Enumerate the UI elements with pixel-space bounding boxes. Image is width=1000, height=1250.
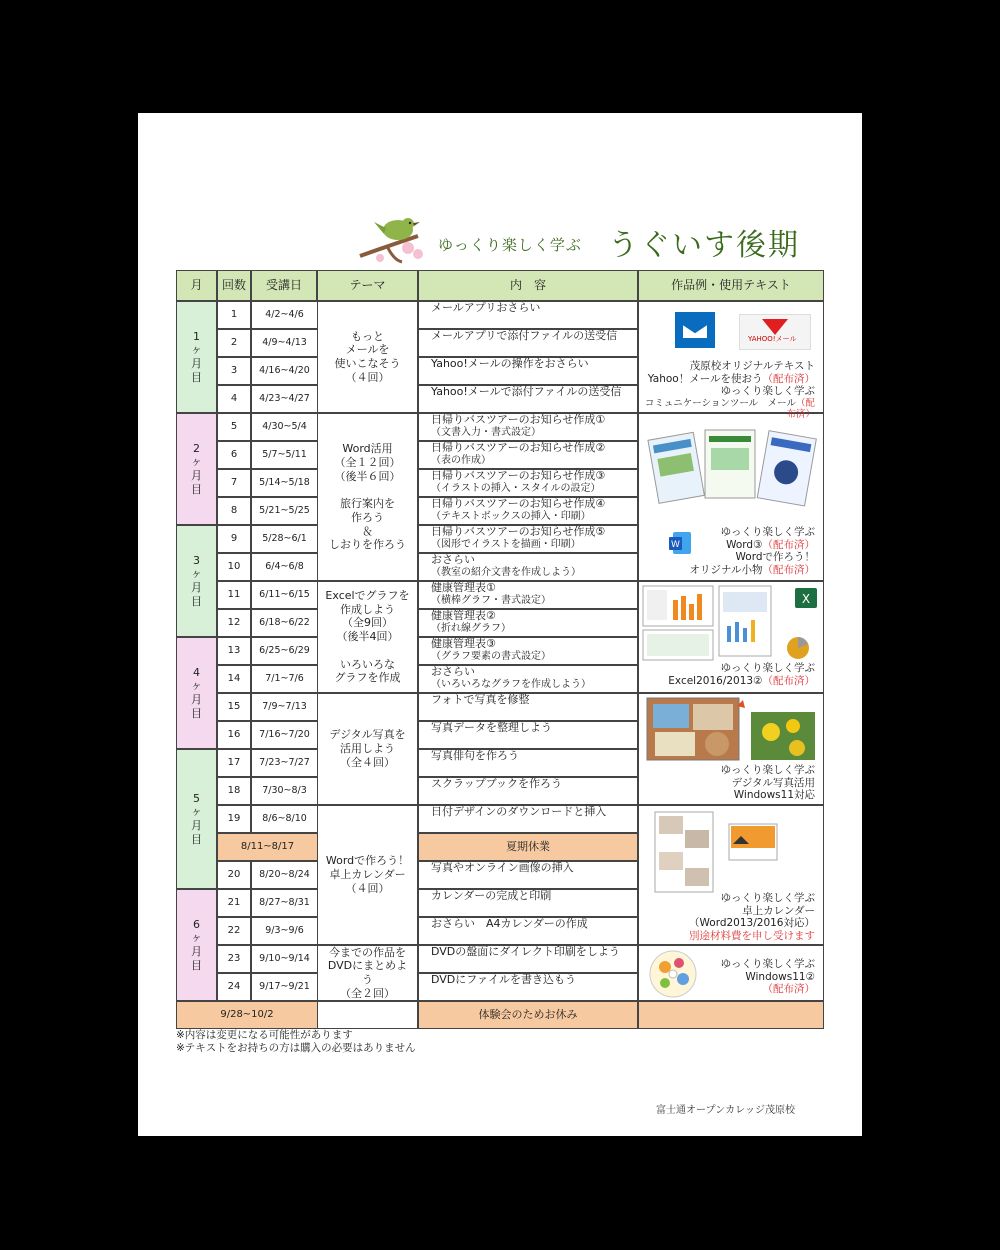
content-subtitle: （グラフ要素の書式設定） <box>431 650 551 662</box>
month-3 <box>176 525 217 637</box>
page-title: うぐいす後期 <box>608 228 800 263</box>
yahoo-mail-logo <box>739 314 811 350</box>
month-label: 4 <box>193 665 200 679</box>
month-label: 目 <box>191 370 202 384</box>
month-label: 月 <box>191 581 202 594</box>
session-number: 9 <box>217 525 251 553</box>
content-title: 夏期休業 <box>506 839 550 853</box>
content-cell <box>418 777 638 805</box>
session-number: 14 <box>217 665 251 693</box>
content-cell <box>418 497 638 525</box>
session-number: 24 <box>217 973 251 1001</box>
sample-line: ゆっくり楽しく学ぶ <box>720 764 815 776</box>
content-cell <box>418 301 638 329</box>
content-cell <box>418 581 638 609</box>
col-header-content: 内 容 <box>418 270 638 301</box>
month-label: ヶ <box>191 567 202 581</box>
session-date: 8/6~8/10 <box>251 805 318 833</box>
theme-mail: もっと メールを 使いこなそう （４回） <box>317 301 418 413</box>
content-cell <box>418 665 638 693</box>
content-cell <box>418 805 638 833</box>
content-cell <box>418 693 638 721</box>
content-title: おさらい <box>431 665 475 678</box>
footnotes <box>176 1029 416 1055</box>
content-title: 写真データを整理しよう <box>431 721 552 734</box>
session-date: 4/30~5/4 <box>251 413 318 441</box>
content-cell <box>418 329 638 357</box>
content-title: 日帰りバスツアーのお知らせ作成⑤ <box>431 525 606 538</box>
sample-word-text <box>690 526 815 576</box>
month-1 <box>176 301 217 413</box>
content-subtitle: （折れ線グラフ） <box>431 622 511 634</box>
content-title: メールアプリおさらい <box>431 301 541 314</box>
theme-dvd: 今までの作品を DVDにまとめよ う （全２回） <box>317 945 418 1001</box>
session-date: 8/20~8/24 <box>251 861 318 889</box>
sample-excel-text <box>668 662 815 687</box>
col-header-theme: テーマ <box>317 270 418 301</box>
session-date: 9/17~9/21 <box>251 973 318 1001</box>
content-subtitle: （イラストの挿入・スタイルの設定） <box>431 482 601 494</box>
session-date: 6/11~6/15 <box>251 581 318 609</box>
month-5 <box>176 749 217 889</box>
session-date: 5/14~5/18 <box>251 469 318 497</box>
session-date: 5/21~5/25 <box>251 497 318 525</box>
session-date: 7/23~7/27 <box>251 749 318 777</box>
month-label: ヶ <box>191 931 202 945</box>
session-date: 5/28~6/1 <box>251 525 318 553</box>
sample-line: Excel2016/2013② <box>668 674 763 687</box>
month-label: 1 <box>193 329 200 343</box>
theme-photo: デジタル写真を 活用しよう （全４回） <box>317 693 418 805</box>
content-cell <box>418 917 638 945</box>
content-cell <box>418 357 638 385</box>
session-date: 4/16~4/20 <box>251 357 318 385</box>
page <box>138 113 862 1136</box>
sample-line: ゆっくり楽しく学ぶ <box>720 662 815 674</box>
break-date-summer: 8/11~8/17 <box>217 833 318 861</box>
sample-line: Wordで作ろう！ <box>735 551 815 564</box>
session-date: 4/2~4/6 <box>251 301 318 329</box>
content-cell <box>418 553 638 581</box>
sample-photo-text <box>721 764 815 802</box>
sample-word <box>638 413 824 581</box>
month-label: ヶ <box>191 455 202 469</box>
sample-mail <box>638 301 824 421</box>
sample-line: ゆっくり楽しく学ぶ <box>720 526 815 538</box>
theme-word: Word活用 （全１２回） （後半６回） 旅行案内を 作ろう ＆ しおりを作ろう <box>317 413 418 581</box>
subtitle: ゆっくり楽しく学ぶ <box>438 236 582 254</box>
session-date: 4/23~4/27 <box>251 385 318 413</box>
sample-line: （Word2013/2016対応） <box>689 917 815 930</box>
footnote: ※テキストをお持ちの方は購入の必要はありません <box>176 1042 416 1055</box>
session-date: 7/16~7/20 <box>251 721 318 749</box>
content-title: 写真俳句を作ろう <box>431 749 519 762</box>
session-number: 19 <box>217 805 251 833</box>
content-subtitle: （横棒グラフ・書式設定） <box>431 594 551 606</box>
session-number: 6 <box>217 441 251 469</box>
session-number: 16 <box>217 721 251 749</box>
session-number: 3 <box>217 357 251 385</box>
content-title: メールアプリで添付ファイルの送受信 <box>431 329 618 342</box>
month-label: 目 <box>191 706 202 720</box>
word-sample-thumbnails <box>645 422 821 512</box>
content-cell <box>418 469 638 497</box>
content-title: 日帰りバスツアーのお知らせ作成② <box>431 441 606 454</box>
sample-line: Windows11対応 <box>733 789 815 802</box>
content-title: 健康管理表③ <box>431 637 496 650</box>
theme-calendar: Wordで作ろう！ 卓上カレンダー （４回） <box>317 805 418 945</box>
month-label: 月 <box>191 945 202 958</box>
svg-text:W: W <box>671 540 680 550</box>
content-cell <box>418 637 638 665</box>
excel-sample-thumbnails <box>643 586 821 662</box>
content-title: Yahoo!メールで添付ファイルの送受信 <box>431 385 622 398</box>
dvd-disc-icon <box>647 949 699 999</box>
month-label: 目 <box>191 594 202 608</box>
photo-sample-thumbnails <box>647 698 821 764</box>
sample-line: Word③ <box>726 538 763 551</box>
session-number: 23 <box>217 945 251 973</box>
sample-line: オリジナル小物 <box>689 563 763 576</box>
month-label: 目 <box>191 832 202 846</box>
content-title: 日帰りバスツアーのお知らせ作成④ <box>431 497 606 510</box>
session-date: 6/4~6/8 <box>251 553 318 581</box>
mail-app-icon <box>675 312 715 348</box>
month-label: 5 <box>193 791 200 805</box>
content-title: 日帰りバスツアーのお知らせ作成① <box>431 413 606 426</box>
svg-text:X: X <box>801 592 811 606</box>
month-label: 2 <box>193 441 200 455</box>
month-label: 3 <box>193 553 200 567</box>
month-label: 月 <box>191 357 202 370</box>
content-cell <box>418 385 638 413</box>
sample-line: Windows11② <box>745 970 815 983</box>
session-date: 7/30~8/3 <box>251 777 318 805</box>
sample-line: コミュニケーションツール メール <box>644 397 796 409</box>
content-title: カレンダーの完成と印刷 <box>431 889 552 902</box>
yahoo-logo-text: YAHOO!メール <box>748 335 797 343</box>
month-2 <box>176 413 217 525</box>
content-subtitle: （いろいろなグラフを作成しよう） <box>431 678 591 690</box>
session-number: 12 <box>217 609 251 637</box>
sample-note: （配布済） <box>762 563 815 576</box>
calendar-sample-thumbnails <box>653 810 817 894</box>
session-number: 20 <box>217 861 251 889</box>
content-cell <box>418 973 638 1001</box>
sample-line: ゆっくり楽しく学ぶ <box>720 892 815 904</box>
session-date: 7/1~7/6 <box>251 665 318 693</box>
footnote: ※内容は変更になる可能性があります <box>176 1029 353 1041</box>
month-label: 月 <box>191 819 202 832</box>
month-4 <box>176 637 217 749</box>
content-subtitle: （表の作成） <box>431 454 491 466</box>
sample-mail-text <box>639 360 815 421</box>
content-title: 日付デザインのダウンロードと挿入 <box>431 805 607 818</box>
content-cell <box>418 609 638 637</box>
month-label: ヶ <box>191 343 202 357</box>
session-date: 5/7~5/11 <box>251 441 318 469</box>
sample-line: 茂原校オリジナルテキスト <box>689 360 815 372</box>
content-title: 健康管理表① <box>431 581 496 594</box>
content-cell <box>418 945 638 973</box>
word-app-icon <box>669 532 691 554</box>
school-name: 富士通オープンカレッジ茂原校 <box>656 1105 795 1116</box>
session-number: 1 <box>217 301 251 329</box>
session-number: 2 <box>217 329 251 357</box>
month-label: 月 <box>191 693 202 706</box>
content-cell <box>418 861 638 889</box>
session-number: 10 <box>217 553 251 581</box>
session-number: 21 <box>217 889 251 917</box>
content-title: DVDの盤面にダイレクト印刷をしよう <box>431 945 620 958</box>
theme-excel: Excelでグラフを 作成しよう （全9回） （後半4回） いろいろな グラフを作成 <box>317 581 418 693</box>
sample-note: （配布済） <box>762 538 815 551</box>
month-6 <box>176 889 217 1001</box>
sample-calendar-text <box>689 892 815 942</box>
col-header-count: 回数 <box>217 270 251 301</box>
month-label: 目 <box>191 958 202 972</box>
month-label: 月 <box>191 469 202 482</box>
session-date: 9/10~9/14 <box>251 945 318 973</box>
content-cell <box>418 833 638 861</box>
col-header-sample: 作品例・使用テキスト <box>638 270 824 301</box>
session-date: 6/25~6/29 <box>251 637 318 665</box>
sample-photo <box>638 693 824 805</box>
content-title: 健康管理表② <box>431 609 496 622</box>
content-title: 体験会のためお休み <box>478 1007 578 1021</box>
sample-note: （配布済） <box>762 983 815 996</box>
session-number: 7 <box>217 469 251 497</box>
content-cell <box>418 441 638 469</box>
sample-line: 卓上カレンダー <box>742 904 815 917</box>
sample-excel <box>638 581 824 693</box>
sample-dvd <box>638 945 824 1001</box>
sample-note: （配布済） <box>762 372 815 385</box>
sample-note: （配布済） <box>786 397 815 421</box>
content-title: DVDにファイルを書き込もう <box>431 973 577 986</box>
sample-line: ゆっくり楽しく学ぶ <box>720 385 815 398</box>
session-number: 18 <box>217 777 251 805</box>
session-number: 13 <box>217 637 251 665</box>
content-cell <box>418 749 638 777</box>
sample-line: ゆっくり楽しく学ぶ <box>720 958 815 970</box>
sample-line: デジタル写真活用 <box>731 776 815 789</box>
schedule-table <box>176 270 824 1030</box>
bird-branch-icon <box>358 208 438 268</box>
sample-line: Yahoo！メールを使おう <box>647 372 763 385</box>
content-cell <box>418 413 638 441</box>
month-label: 6 <box>193 917 200 931</box>
content-subtitle: （教室の紹介文書を作成しよう） <box>431 566 581 578</box>
session-number: 17 <box>217 749 251 777</box>
content-title: 日帰りバスツアーのお知らせ作成③ <box>431 469 606 482</box>
col-header-month: 月 <box>176 270 217 301</box>
content-subtitle: （図形でイラストを描画・印刷） <box>431 538 581 550</box>
content-cell <box>418 1001 638 1029</box>
month-label: ヶ <box>191 679 202 693</box>
content-cell <box>418 889 638 917</box>
sample-calendar <box>638 805 824 945</box>
session-date: 7/9~7/13 <box>251 693 318 721</box>
session-date: 9/3~9/6 <box>251 917 318 945</box>
session-number: 22 <box>217 917 251 945</box>
content-title: スクラップブックを作ろう <box>431 777 563 790</box>
month-label: 目 <box>191 482 202 496</box>
content-cell <box>418 525 638 553</box>
content-subtitle: （テキストボックスの挿入・印刷） <box>431 510 591 522</box>
session-number: 11 <box>217 581 251 609</box>
sample-note: 別途材料費を申し受けます <box>689 929 815 942</box>
content-subtitle: （文書入力・書式設定） <box>431 426 541 438</box>
session-number: 15 <box>217 693 251 721</box>
theme-empty <box>317 1001 418 1029</box>
session-date: 8/27~8/31 <box>251 889 318 917</box>
sample-note: （配布済） <box>762 674 815 687</box>
sample-dvd-text <box>721 958 815 996</box>
session-date: 6/18~6/22 <box>251 609 318 637</box>
col-header-date: 受講日 <box>251 270 317 301</box>
session-number: 8 <box>217 497 251 525</box>
header <box>138 208 862 273</box>
yahoo-mail-icon <box>740 315 810 349</box>
content-title: おさらい <box>431 553 475 566</box>
content-title: Yahoo!メールの操作をおさらい <box>431 357 589 370</box>
content-title: おさらい A4カレンダーの作成 <box>431 917 588 930</box>
session-number: 4 <box>217 385 251 413</box>
month-label: ヶ <box>191 805 202 819</box>
break-date-final: 9/28~10/2 <box>176 1001 318 1029</box>
session-number: 5 <box>217 413 251 441</box>
content-title: 写真やオンライン画像の挿入 <box>431 861 574 874</box>
sample-empty-break <box>638 1001 824 1029</box>
content-cell <box>418 721 638 749</box>
content-title: フォトで写真を修整 <box>431 693 530 706</box>
session-date: 4/9~4/13 <box>251 329 318 357</box>
